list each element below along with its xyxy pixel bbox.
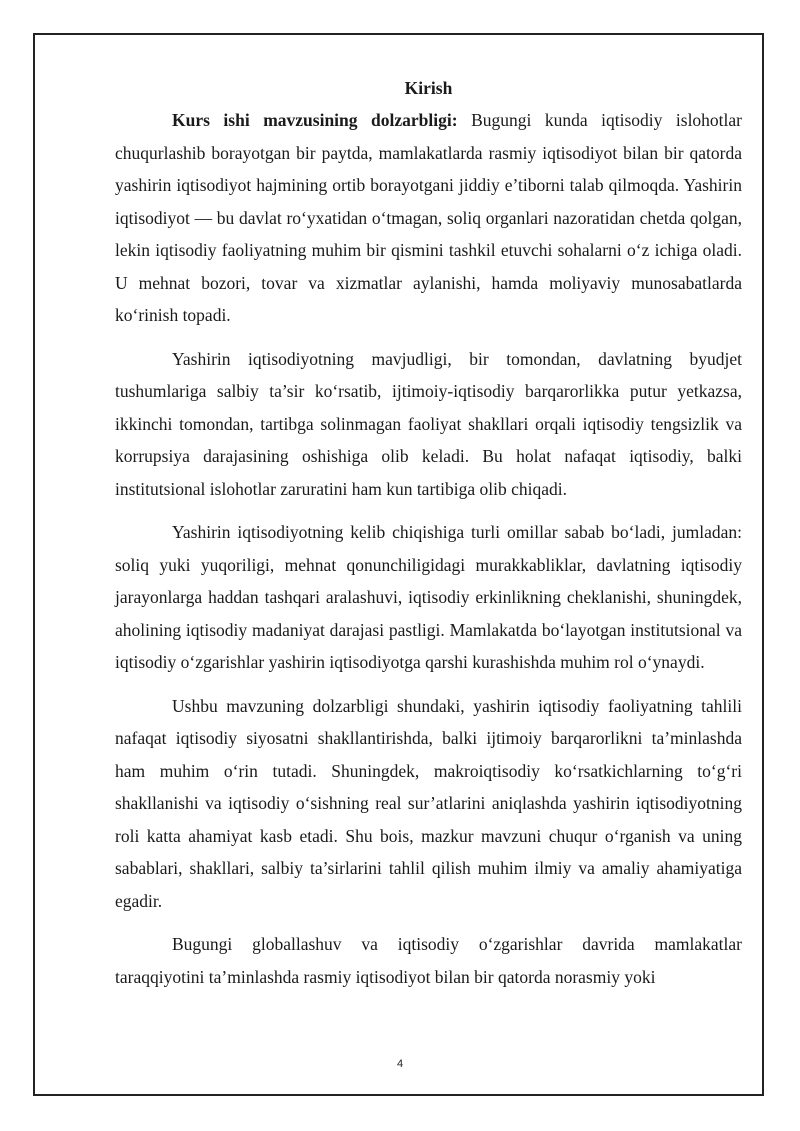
section-heading: Kirish xyxy=(404,78,453,98)
paragraph: Ushbu mavzuning dolzarbligi shundaki, yashirin iqtisodiy faoliyatning tahlili nafaqat iqtisodiy siyosatni shakllantirishda, balki ijtimoiy barqarorlikni ta’minlashda ham muhim o‘rin tutadi. Shuningdek, makroiqtisodiy ko‘rsatkichlarning to‘g‘ri shakllanishi va iqtisodiy o‘sishning real sur’atlarini aniqlashda yashirin iqtisodiyotning roli katta ahamiyat kasb etadi. Shu bois, mazkur mavzuni chuqur o‘rganish va uning sabablari, shakllari, salbiy ta’sirlarini tahlil qilish muhim ilmiy va amaliy ahamiyatiga egadir. xyxy=(115,695,742,911)
document-body xyxy=(115,72,742,1004)
paragraph: Yashirin iqtisodiyotning kelib chiqishiga turli omillar sabab bo‘ladi, jumladan: soliq yuki yuqoriligi, mehnat qonunchiligidagi murakkabliklar, davlatning iqtisodiy jarayonlarga haddan tashqari aralashuvi, iqtisodiy erkinlikning cheklanishi, shuningdek, aholining iqtisodiy madaniyat darajasi pastligi. Mamlakatda bo‘layotgan institutsional va iqtisodiy o‘zgarishlar yashirin iqtisodiyotga qarshi kurashishda muhim rol o‘ynaydi. xyxy=(115,522,742,672)
page-number: 4 xyxy=(396,1058,404,1070)
paragraph-relevance xyxy=(115,104,742,332)
paragraph-text: Bugungi kunda iqtisodiy islohotlar chuqurlashib borayotgan bir paytda, mamlakatlarda rasmiy iqtisodiyot bilan bir qatorda yashirin iqtisodiyot hajmining ortib borayotgani jiddiy e’tiborni talab qilmoqda. Yashirin iqtisodiyot — bu davlat ro‘yxatidan o‘tmagan, soliq organlari nazoratidan chetda qolgan, lekin iqtisodiy faoliyatning muhim bir qismini tashkil etuvchi sohalarni o‘z ichiga oladi. U mehnat bozori, tovar va xizmatlar aylanishi, hamda moliyaviy munosabatlarda ko‘rinish topadi. xyxy=(115,110,742,325)
paragraph: Bugungi globallashuv va iqtisodiy o‘zgarishlar davrida mamlakatlar taraqqiyotini ta’minlashda rasmiy iqtisodiyot bilan bir qatorda norasmiy yoki xyxy=(115,934,742,987)
paragraph-lead: Kurs ishi mavzusining dolzarbligi: xyxy=(172,110,458,130)
paragraph: Yashirin iqtisodiyotning mavjudligi, bir tomondan, davlatning byudjet tushumlariga salbiy ta’sir ko‘rsatib, ijtimoiy-iqtisodiy barqarorlikka putur yetkazsa, ikkinchi tomondan, tartibga solinmagan faoliyat shakllari orqali iqtisodiy tengsizlik va korrupsiya darajasining oshishiga olib keladi. Bu holat nafaqat iqtisodiy, balki institutsional islohotlar zaruratini ham kun tartibiga olib chiqadi. xyxy=(115,348,742,499)
